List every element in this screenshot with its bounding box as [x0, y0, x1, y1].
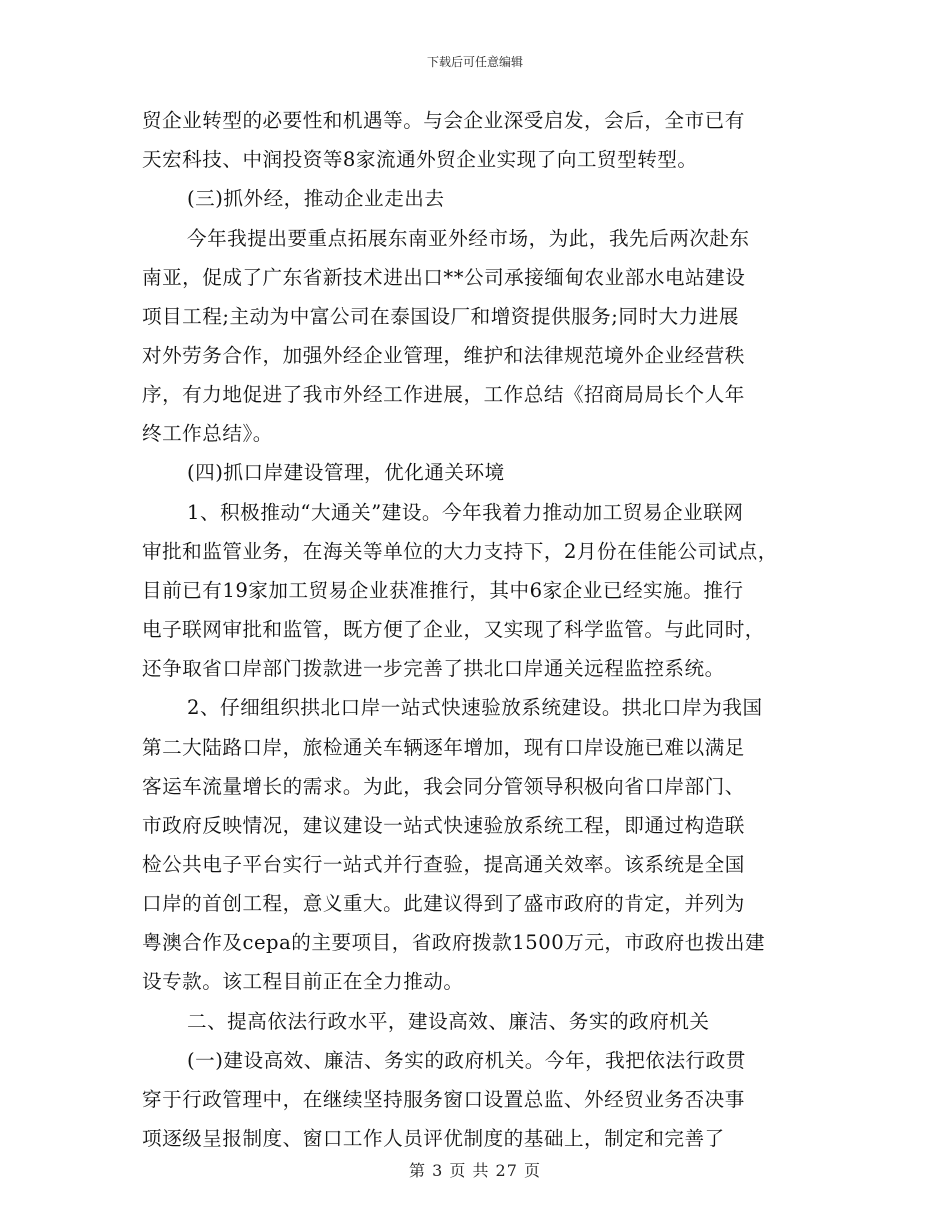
text-line: 项逐级呈报制度、窗口工作人员评优制度的基础上，制定和完善了 — [142, 1127, 725, 1150]
text-line: 设专款。该工程目前正在全力推动。 — [142, 970, 464, 993]
text-line: 第二大陆路口岸，旅检通关车辆逐年增加，现有口岸设施已难以满足 — [142, 736, 745, 759]
text-line: 贸企业转型的必要性和机遇等。与会企业深受启发，会后，全市已有 — [142, 109, 745, 132]
text-line: 序，有力地促进了我市外经工作进展，工作总结《招商局局长个人年 — [142, 383, 745, 406]
text-line: 客运车流量增长的需求。为此，我会同分管领导积极向省口岸部门、 — [142, 775, 745, 798]
text-line: 口岸的首创工程，意义重大。此建议得到了盛市政府的肯定，并列为 — [142, 892, 745, 915]
page-header: 下载后可任意编辑 — [426, 55, 523, 69]
text-line: 天宏科技、中润投资等8家流通外贸企业实现了向工贸型转型。 — [142, 148, 698, 171]
text-line: 还争取省口岸部门拨款进一步完善了拱北口岸通关远程监控系统。 — [142, 657, 725, 680]
text-line: 审批和监管业务，在海关等单位的大力支持下，2月份在佳能公司试点， — [142, 540, 778, 563]
text-line: 1、积极推动“大通关”建设。今年我着力推动加工贸易企业联网 — [187, 501, 744, 524]
text-line: 检公共电子平台实行一站式并行查验，提高通关效率。该系统是全国 — [142, 853, 745, 876]
section-heading: 二、提高依法行政水平，建设高效、廉洁、务实的政府机关 — [187, 1010, 710, 1033]
text-line: 电子联网审批和监管，既方便了企业，又实现了科学监管。与此同时， — [142, 618, 765, 641]
text-line: 2、仔细组织拱北口岸一站式快速验放系统建设。拱北口岸为我国 — [187, 696, 763, 719]
text-line: 今年我提出要重点拓展东南亚外经市场，为此，我先后两次赴东 — [187, 227, 750, 250]
text-line: 粤澳合作及cepa的主要项目，省政府拨款1500万元，市政府也拨出建 — [142, 931, 766, 954]
page-number-footer: 第 3 页 共 27 页 — [409, 1161, 541, 1180]
text-line: 项目工程;主动为中富公司在泰国设厂和增资提供服务;同时大力进展 — [142, 305, 739, 328]
text-line: 目前已有19家加工贸易企业获准推行，其中6家企业已经实施。推行 — [142, 579, 744, 602]
text-line: 南亚，促成了广东省新技术进出口**公司承接缅甸农业部水电站建设 — [142, 266, 746, 289]
text-line: 终工作总结》。 — [142, 422, 273, 445]
text-line: 穿于行政管理中，在继续坚持服务窗口设置总监、外经贸业务否决事 — [142, 1088, 745, 1111]
section-heading: (四)抓口岸建设管理，优化通关环境 — [187, 461, 505, 484]
section-heading: (三)抓外经，推动企业走出去 — [187, 187, 445, 210]
text-line: 市政府反映情况，建议建设一站式快速验放系统工程，即通过构造联 — [142, 814, 745, 837]
text-line: (一)建设高效、廉洁、务实的政府机关。今年，我把依法行政贯 — [187, 1049, 746, 1072]
text-line: 对外劳务合作，加强外经企业管理，维护和法律规范境外企业经营秩 — [142, 344, 745, 367]
